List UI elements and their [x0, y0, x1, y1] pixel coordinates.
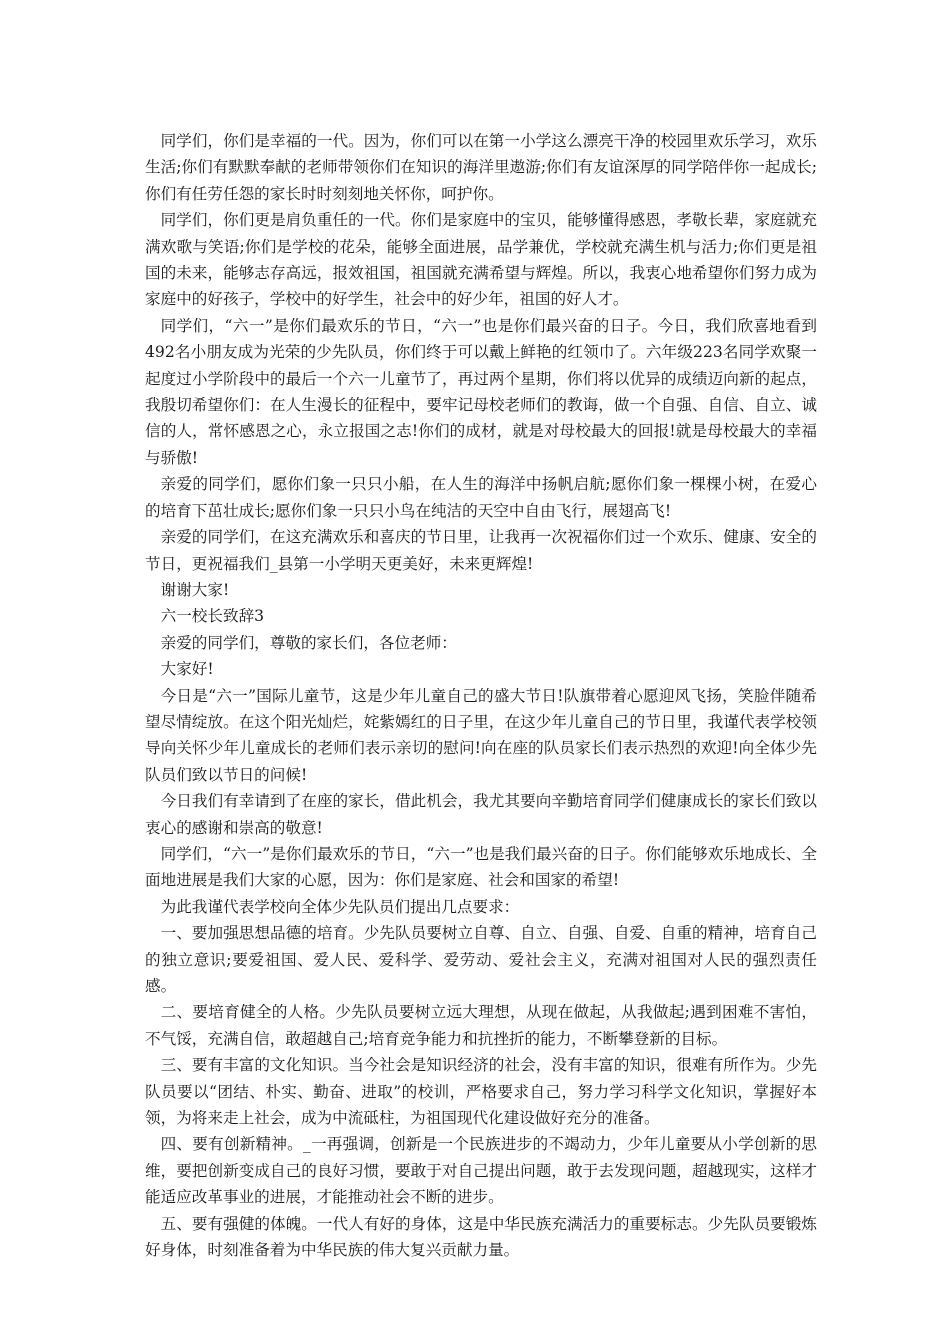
list-item: 一、要加强思想品德的培育。少先队员要树立自尊、自立、自强、自爱、自重的精神，培育自己的独立意识;要爱祖国、爱人民、爱科学、爱劳动、爱社会主义，充满对祖国对人民的强烈责任感。 — [145, 924, 817, 995]
paragraph: 为此我谨代表学校向全体少先队员们提出几点要求： — [160, 897, 520, 916]
paragraph: 同学们，你们是幸福的一代。因为，你们可以在第一小学这么漂亮干净的校园里欢乐学习，欢乐生活;你们有默默奉献的老师带领你们在知识的海洋里遨游;你们有友谊深厚的同学陪伴你一起成长;你们有任劳任怨的家长时时刻刻地关怀你，呵护你。 — [145, 132, 817, 203]
document-body — [145, 128, 817, 1263]
greeting: 大家好! — [160, 660, 214, 679]
salutation: 亲爱的同学们，尊敬的家长们，各位老师： — [160, 633, 457, 652]
list-item: 五、要有强健的体魄。一代人有好的身体，这是中华民族充满活力的重要标志。少先队员要锻炼好身体，时刻准备着为中华民族的伟大复兴贡献力量。 — [145, 1214, 817, 1260]
paragraph: 亲爱的同学们，愿你们象一只只小船，在人生的海洋中扬帆启航;愿你们象一棵棵小树，在爱心的培育下茁壮成长;愿你们象一只只小鸟在纯洁的天空中自由飞行，展翅高飞! — [145, 475, 817, 520]
paragraph: 亲爱的同学们，在这充满欢乐和喜庆的节日里，让我再一次祝福你们过一个欢乐、健康、安全的节日，更祝福我们_县第一小学明天更美好，未来更辉煌! — [145, 528, 817, 573]
list-item: 三、要有丰富的文化知识。当今社会是知识经济的社会，没有丰富的知识，很难有所作为。少先队员要以“团结、朴实、勤奋、进取”的校训，严格要求自己，努力学习科学文化知识，掌握好本领，为将来走上社会，成为中流砥柱，为祖国现代化建设做好充分的准备。 — [145, 1056, 817, 1128]
paragraph: 同学们，你们更是肩负重任的一代。你们是家庭中的宝贝，能够懂得感恩，孝敬长辈，家庭就充满欢歌与笑语;你们是学校的花朵，能够全面进展，品学兼优，学校就充满生机与活力;你们更是祖国的未来，能够志存高远，报效祖国，祖国就充满希望与辉煌。所以，我衷心地希望你们努力成为家庭中的好孩子，学校中的好学生，社会中的好少年，祖国的好人才。 — [145, 211, 817, 309]
list-item: 四、要有创新精神。_一再强调，创新是一个民族进步的不竭动力，少年儿童要从小学创新的思维，要把创新变成自己的良好习惯，要敢于对自己提出问题，敢于去发现问题，超越现实，这样才能适应改革事业的进展，才能推动社会不断的进步。 — [145, 1135, 817, 1207]
paragraph: 同学们，“六一”是你们最欢乐的节日，“六一”也是我们最兴奋的日子。你们能够欢乐地成长、全面地进展是我们大家的心愿，因为：你们是家庭、社会和国家的希望! — [145, 844, 817, 890]
paragraph: 今日是“六一”国际儿童节，这是少年儿童自己的盛大节日!队旗带着心愿迎风飞扬，笑脸伴随希望尽情绽放。在这个阳光灿烂，姹紫嫣红的日子里，在这少年儿童自己的节日里，我谨代表学校领导向关怀少年儿童成长的老师们表示亲切的慰问!向在座的队员家长们表示热烈的欢迎!向全体少先队员们致以节日的问候! — [145, 686, 817, 784]
section-title: 六一校长致辞3 — [160, 607, 265, 626]
closing-line: 谢谢大家! — [160, 580, 230, 599]
list-item: 二、要培育健全的人格。少先队员要树立远大理想，从现在做起，从我做起;遇到困难不害怕，不气馁，充满自信，敢超越自己;培育竞争能力和抗挫折的能力，不断攀登新的目标。 — [145, 1003, 817, 1048]
paragraph: 今日我们有幸请到了在座的家长，借此机会，我尤其要向辛勤培育同学们健康成长的家长们致以衷心的感谢和崇高的敬意! — [145, 792, 817, 837]
paragraph: 同学们，“六一”是你们最欢乐的节日，“六一”也是你们最兴奋的日子。今日，我们欣喜地看到492名小朋友成为光荣的少先队员，你们终于可以戴上鲜艳的红领巾了。六年级223名同学欢聚一起度过小学阶段中的最后一个六一儿童节了，再过两个星期，你们将以优异的成绩迈向新的起点，我殷切希望你们：在人生漫长的征程中，要牢记母校老师们的教诲，做一个自强、自信、自立、诚信的人，常怀感恩之心，永立报国之志!你们的成材，就是对母校最大的回报!就是母校最大的幸福与骄傲! — [145, 316, 817, 467]
